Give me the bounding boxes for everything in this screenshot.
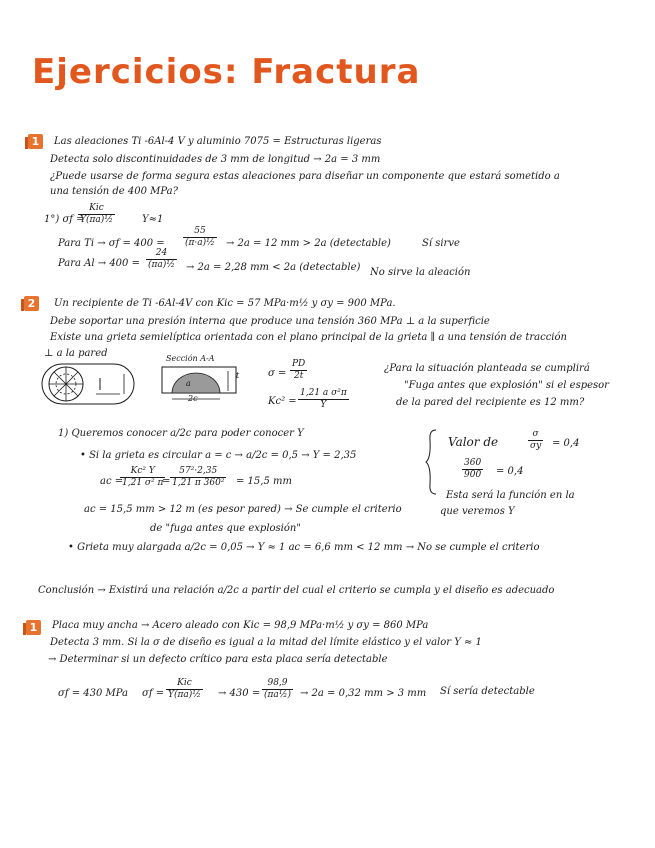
ex2-statement-line3: Existe una grieta semielíptica orientada con el plano principal de la grieta ∥ a una tensión de tracción — [50, 332, 567, 343]
ex1-al-fraction — [146, 248, 177, 271]
ex1-ti-den: (π·a)½ — [185, 238, 215, 248]
ex2-question-line3: de la pared del recipiente es 12 mm? — [396, 397, 585, 408]
ex2-ac-num-2: 57²·2,35 — [170, 466, 226, 478]
ex2-sigma-fraction — [290, 359, 307, 382]
ex1-al-den: (πa)½ — [148, 260, 176, 270]
exercise-1-badge: 1 — [28, 134, 43, 149]
ex2-side-ratio-value: = 0,4 — [552, 438, 580, 449]
ex2-statement-line2: Debe soportar una presión interna que produce una tensión 360 MPa ⊥ a la superficie — [50, 316, 490, 327]
ex2-conclusion: Conclusión → Existirá una relación a/2c a partir del cual el criterio se cumpla y el diseño es adecuado — [38, 585, 555, 596]
ex2-circular-case: • Si la grieta es circular a = c → a/2c = 0,5 → Y = 2,35 — [80, 450, 357, 461]
ex1-ti-verdict: Sí sirve — [422, 238, 460, 249]
ex2-kc-num: 1,21 a σ²π — [300, 388, 347, 398]
ex2-ac-eq: = — [162, 476, 171, 487]
ex1-step1-label: 1°) σf = — [44, 214, 85, 225]
ex1-ti-num: 55 — [183, 226, 217, 238]
ex3-mid: → 430 = — [218, 688, 261, 699]
ex3-statement-line1: Placa muy ancha → Acero aleado con Kic = 98,9 MPa·m½ y σy = 860 MPa — [52, 620, 429, 631]
ex3-verdict: Sí sería detectable — [440, 686, 535, 697]
ex1-ti-left: Para Ti → σf = 400 = — [58, 238, 165, 249]
ex1-statement-line4: una tensión de 400 MPa? — [50, 186, 178, 197]
ex1-al-verdict: No sirve la aleación — [370, 267, 471, 278]
ex3-formula-den: Y(πa)½ — [168, 690, 201, 700]
ex1-formula-fraction — [78, 203, 115, 226]
fig-label-t: t — [236, 371, 240, 380]
ex3-formula-num: Kic — [166, 678, 203, 690]
ex3-statement-line2: Detecta 3 mm. Si la σ de diseño es igual a la mitad del límite elástico y el valor Y ≈ 1 — [50, 637, 482, 648]
ex1-al-right: → 2a = 2,28 mm < 2a (detectable) — [186, 262, 361, 273]
ex3-fraction-2 — [262, 678, 293, 701]
ex3-statement-line3: → Determinar si un defecto crítico para esta placa sería detectable — [48, 654, 388, 665]
ex3-fraction-2-den: (πa½) — [264, 690, 292, 700]
ex2-criterion-met: ac = 15,5 mm > 12 m (es pesor pared) → Se cumple el criterio — [84, 504, 402, 515]
ex3-sigma-f-label: σf = — [142, 688, 165, 699]
fig-label-a: a — [186, 379, 191, 388]
ex2-kc-fraction — [298, 388, 349, 411]
ex1-al-left: Para Al → 400 = — [58, 258, 140, 269]
curly-brace-icon — [426, 428, 438, 496]
ex2-ac-den: 1,21 σ² π — [122, 478, 164, 488]
exercise-3-badge: 1 — [26, 620, 41, 635]
section-label: Sección A-A — [166, 354, 215, 363]
ex2-side-value-of: Valor de — [448, 435, 499, 449]
crack-section-sketch — [160, 365, 240, 405]
fig-label-2c: 2c — [188, 394, 198, 403]
ex2-ac-fraction-2 — [170, 466, 226, 489]
exercise-2-badge: 2 — [24, 296, 39, 311]
ex1-y-equation: Y≈1 — [142, 214, 164, 225]
ex2-side-ratio-den: σy — [530, 441, 542, 451]
ex2-ac-den-2: 1,21 π 360² — [172, 478, 225, 488]
ex2-statement-line1: Un recipiente de Ti -6Al-4V con Kic = 57 MPa·m½ y σy = 900 MPa. — [54, 298, 396, 309]
ex2-kc-label: Kc² = — [268, 396, 297, 407]
ex2-side-numeric-ratio — [462, 458, 483, 481]
ex1-formula-den: Y(πa)½ — [80, 215, 113, 225]
ex2-elongated-case: • Grieta muy alargada a/2c = 0,05 → Y ≈ 1 ac = 6,6 mm < 12 mm → No se cumple el criterio — [68, 542, 540, 553]
ex2-side-note-line2: que veremos Y — [440, 506, 515, 517]
ex3-fraction-2-num: 98,9 — [262, 678, 293, 690]
ex2-ac-num: Kc² Y — [120, 466, 165, 478]
ex1-ti-fraction — [183, 226, 217, 249]
ex2-side-den: 900 — [464, 470, 482, 480]
ex2-sigma-label: σ = — [268, 368, 287, 379]
ex2-side-num: 360 — [464, 458, 482, 468]
ex2-side-note-line1: Esta será la función en la — [446, 490, 575, 501]
ex2-question-line2: "Fuga antes que explosión" si el espesor — [404, 380, 609, 391]
ex1-al-num: 24 — [146, 248, 177, 260]
ex2-ac-fraction — [120, 466, 165, 489]
ex2-side-ratio-num: σ — [528, 429, 543, 441]
ex1-formula-num: Kic — [78, 203, 115, 215]
ex2-step1: 1) Queremos conocer a/2c para poder conocer Y — [58, 428, 304, 439]
ex3-formula-fraction — [166, 678, 203, 701]
ex2-sigma-den: 2t — [293, 371, 304, 381]
ex2-ac-label: ac = — [100, 476, 124, 487]
vessel-sketch — [40, 360, 140, 410]
ex2-criterion-name: de "fuga antes que explosión" — [150, 523, 301, 534]
ex2-question-line1: ¿Para la situación planteada se cumplirá — [384, 363, 590, 374]
ex1-statement-line2: Detecta solo discontinuidades de 3 mm de longitud → 2a = 3 mm — [50, 154, 381, 165]
ex2-ac-result: = 15,5 mm — [236, 476, 292, 487]
ex2-kc-den: Y — [320, 400, 327, 410]
ex1-statement-line3: ¿Puede usarse de forma segura estas aleaciones para diseñar un componente que estará sometido a — [50, 171, 560, 182]
ex1-ti-right: → 2a = 12 mm > 2a (detectable) — [226, 238, 391, 249]
ex2-statement-line4: ⊥ a la pared — [44, 348, 108, 359]
ex2-side-ratio — [528, 429, 543, 452]
ex2-side-numeric-result: = 0,4 — [496, 466, 524, 477]
ex3-result: → 2a = 0,32 mm > 3 mm — [300, 688, 427, 699]
page-title: Ejercicios: Fractura — [32, 52, 421, 92]
ex3-sigma-f: σf = 430 MPa — [58, 688, 129, 699]
ex2-sigma-num: PD — [292, 359, 306, 369]
ex1-statement-line1: Las aleaciones Ti -6Al-4 V y aluminio 7075 = Estructuras ligeras — [54, 136, 382, 147]
